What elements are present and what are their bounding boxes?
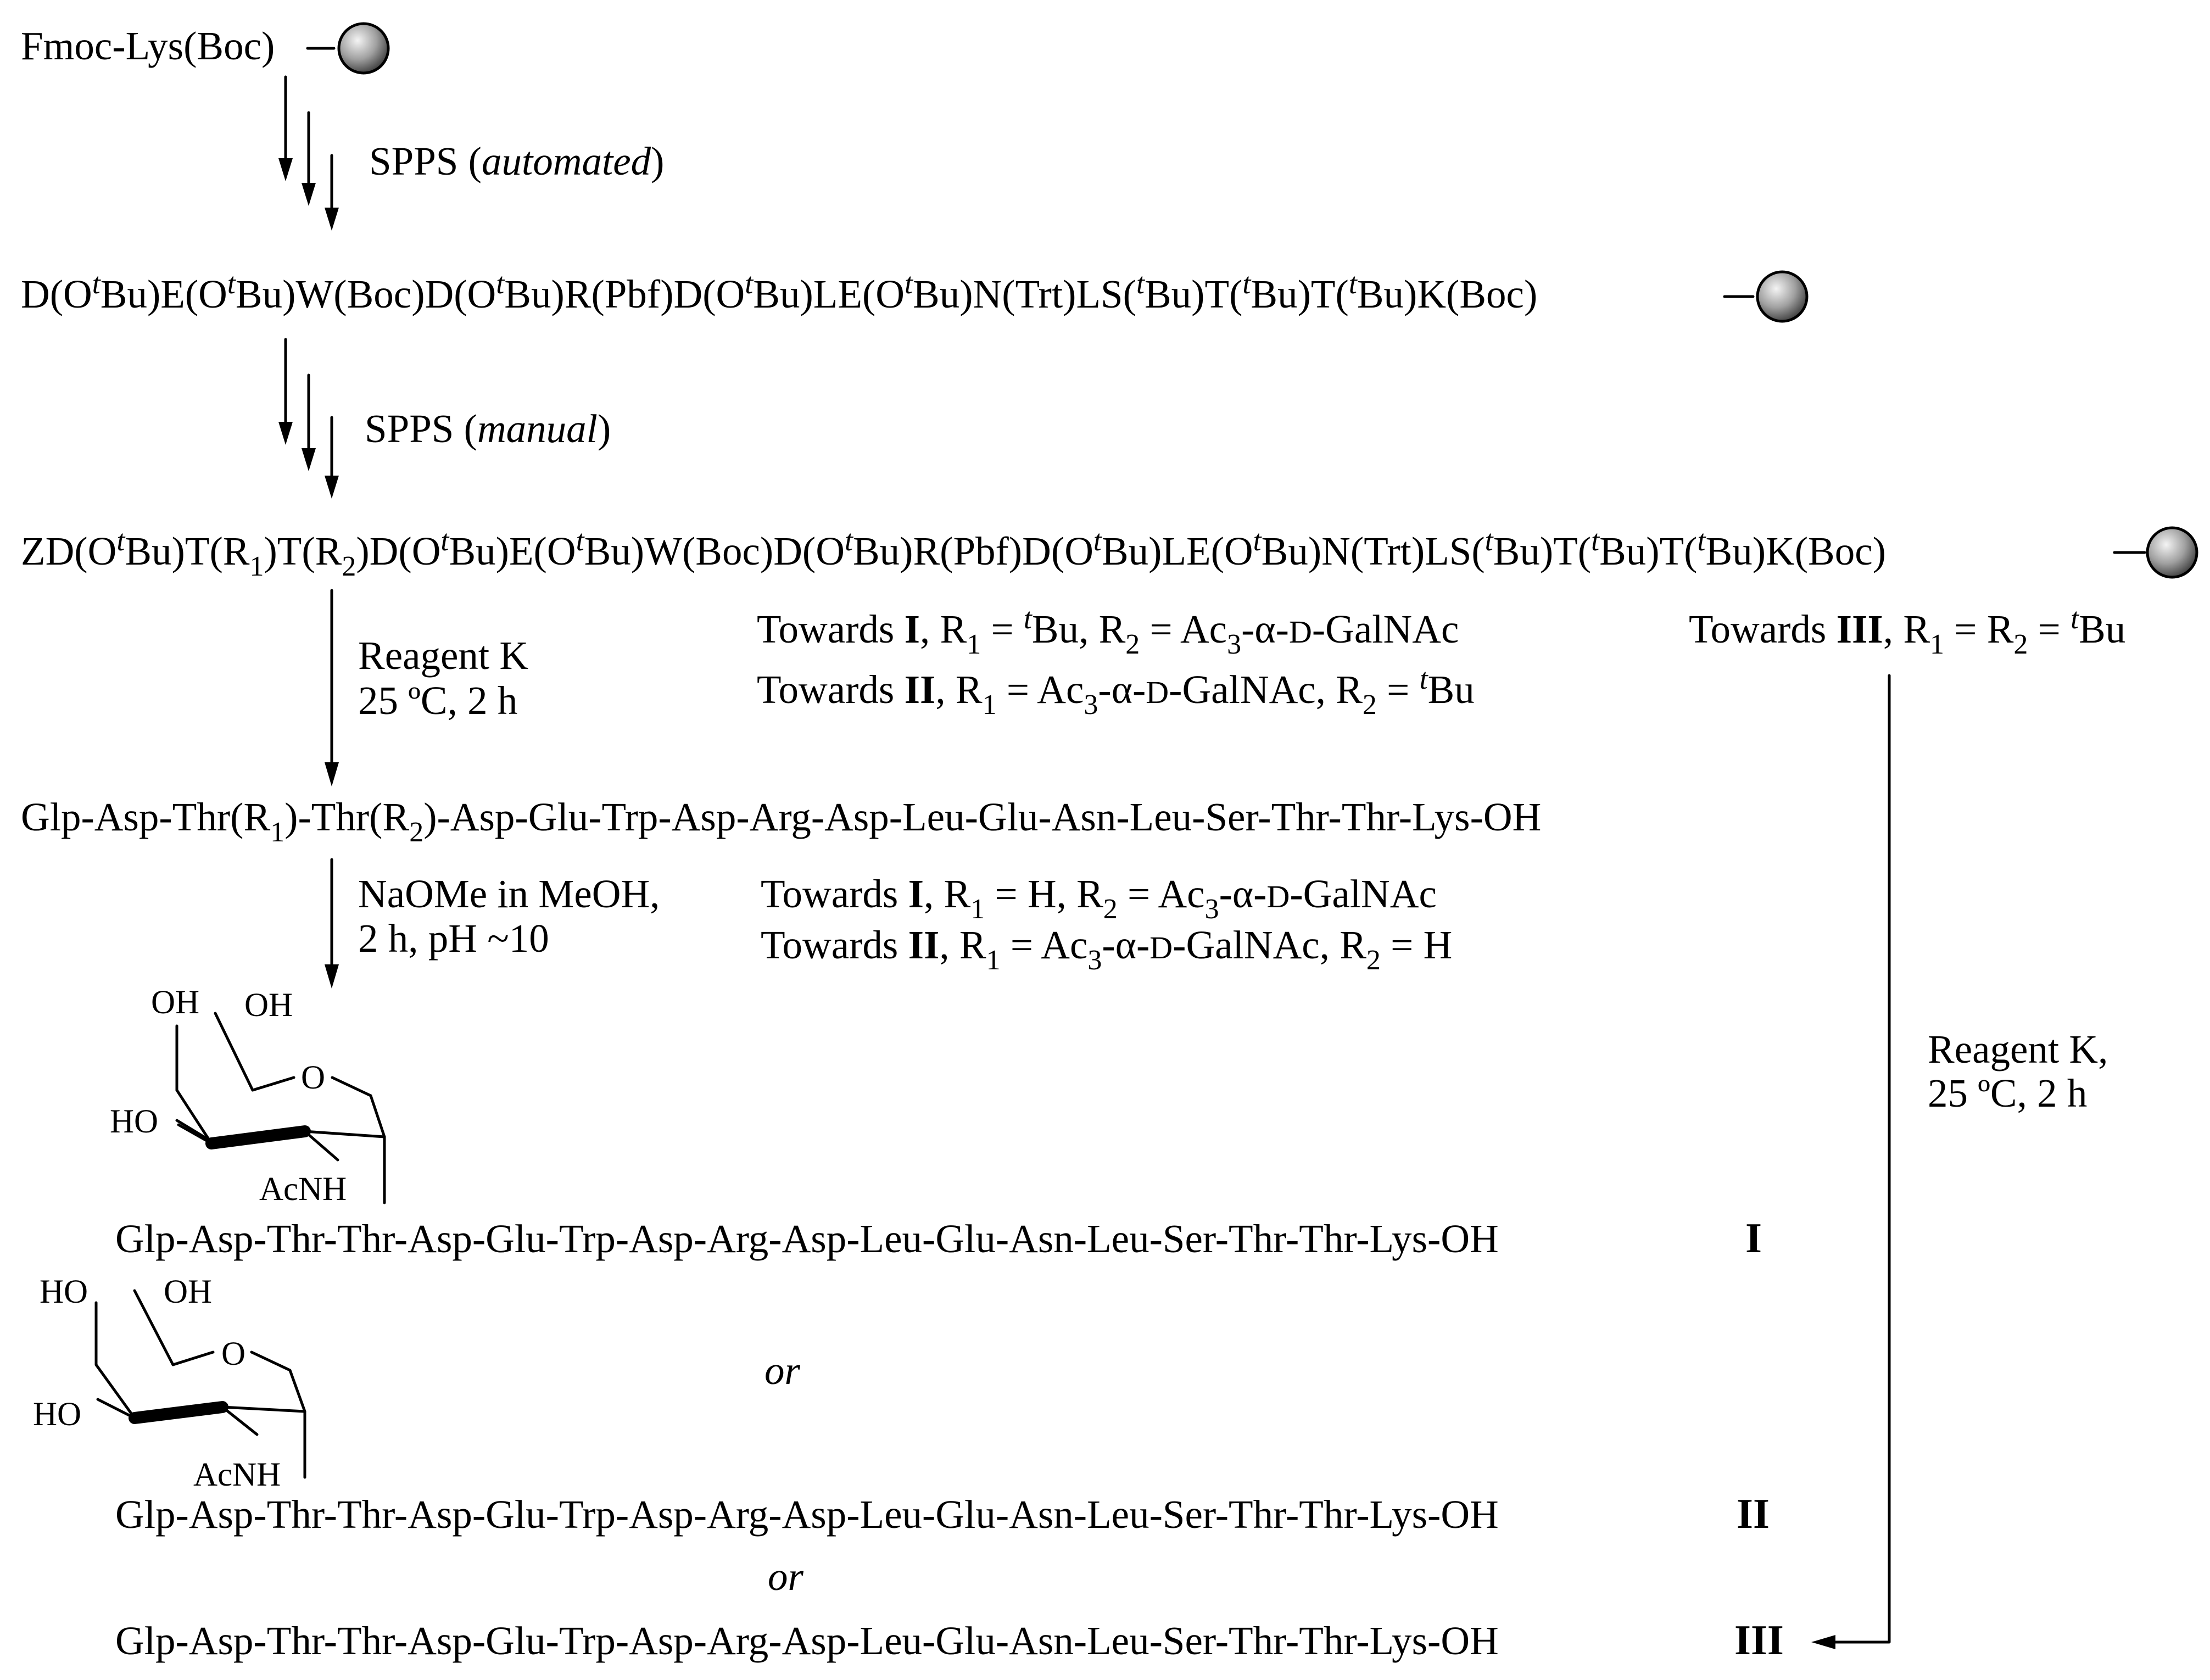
resin-bead-icon (2147, 528, 2197, 577)
side-step-reagent: Reagent K, (1928, 1027, 2108, 1071)
step3-conditions: 25 ºC, 2 h (358, 678, 518, 723)
product-I-sequence: Glp-Asp-Thr-Thr-Asp-Glu-Trp-Asp-Arg-Asp-Leu-Glu-Asn-Leu-Ser-Thr-Thr-Lys-OH (115, 1216, 1499, 1261)
protected-peptide-2: $ZD(O^tBu)T(R_1)T(R_2)D(O^tBu)E(O^tBu)W(Boc)D(O^tBu)R(Pbf)D(O^tBu)LE(O^tBu)N(Trt)LS(^tBu)T(^tBu)T(^tBu)K(Boc)$ (21, 524, 1886, 582)
step4-reagent: NaOMe in MeOH, (358, 872, 660, 916)
triple-arrow-1 (278, 77, 339, 231)
side-step-conditions: 25 ºC, 2 h (1928, 1071, 2088, 1115)
product-II-label: II (1737, 1490, 1770, 1537)
product-III-sequence: Glp-Asp-Thr-Thr-Asp-Glu-Trp-Asp-Arg-Asp-Leu-Glu-Asn-Leu-Ser-Thr-Thr-Lys-OH (115, 1618, 1499, 1663)
product-I-label: I (1745, 1214, 1762, 1262)
note-towards-I-2: Towards I, $R_1 = H$, $R_2$ = $Ac_3-\alpha-D$-GalNAc (761, 872, 1437, 925)
note-towards-I-1: Towards I, $R_1 = ^tBu$, $R_2$ = $Ac_3-\alpha-D$-GalNAc (757, 602, 1459, 660)
galnac-structure-2 (96, 1291, 305, 1477)
note-towards-II-2: Towards II, $R_1$ = $Ac_3-\alpha-D$-GalNAc, $R_2 = H$ (761, 923, 1453, 976)
sugar2-ho-4: HO (40, 1274, 88, 1310)
sugar1-oh-4: OH (151, 984, 200, 1021)
sugar1-oh-6: OH (244, 987, 293, 1024)
product-III-label: III (1734, 1616, 1784, 1664)
resin-bead-icon (1757, 272, 1807, 321)
starting-material-label: Fmoc-Lys(Boc) (21, 24, 275, 68)
deprotection-arrow (325, 590, 339, 786)
step4-conditions: 2 h, pH ~10 (358, 916, 549, 961)
sugar2-ring-o: O (221, 1336, 246, 1372)
step3-reagent: Reagent K (358, 633, 529, 678)
sugar2-ho-3: HO (33, 1396, 82, 1433)
or-separator-1: or (764, 1348, 800, 1393)
sugar1-acnh: AcNH (259, 1171, 347, 1208)
sugar1-ho-3: HO (110, 1103, 159, 1140)
route-III-arrow (1811, 676, 1889, 1649)
triple-arrow-2 (278, 339, 339, 499)
sugar2-acnh: AcNH (193, 1456, 281, 1493)
sugar1-ring-o: O (301, 1059, 326, 1096)
peptide-intermediate: Glp-$Asp-Thr(R_1)-Thr(R_2)-Asp-Glu-Trp-Asp-Arg-Asp-Leu-Glu-Asn-Leu-Ser-Thr-Thr-Lys-OH$ (21, 795, 1542, 848)
sugar2-oh-6: OH (164, 1274, 213, 1310)
deacetylation-arrow (325, 859, 339, 989)
or-separator-2: or (768, 1554, 803, 1599)
note-towards-II-1: Towards II, $R_1$ = $Ac_3-\alpha-D$-GalNAc, $R_2 = ^tBu$ (757, 662, 1475, 721)
note-towards-III: Towards III, $R_1 = R_2 = ^tBu$ (1689, 602, 2126, 660)
resin-bead-icon (339, 24, 388, 73)
step1-label: SPPS (automated) (369, 139, 665, 183)
protected-peptide-1: $D(O^tBu)E(O^tBu)W(Boc)D(O^tBu)R(Pbf)D(O^tBu)LE(O^tBu)N(Trt)LS(^tBu)T(^tBu)T(^tBu)K(Boc)$ (21, 267, 1538, 316)
step2-label: SPPS (manual) (365, 406, 611, 451)
product-II-sequence: Glp-Asp-Thr-Thr-Asp-Glu-Trp-Asp-Arg-Asp-Leu-Glu-Asn-Leu-Ser-Thr-Thr-Lys-OH (115, 1492, 1499, 1537)
